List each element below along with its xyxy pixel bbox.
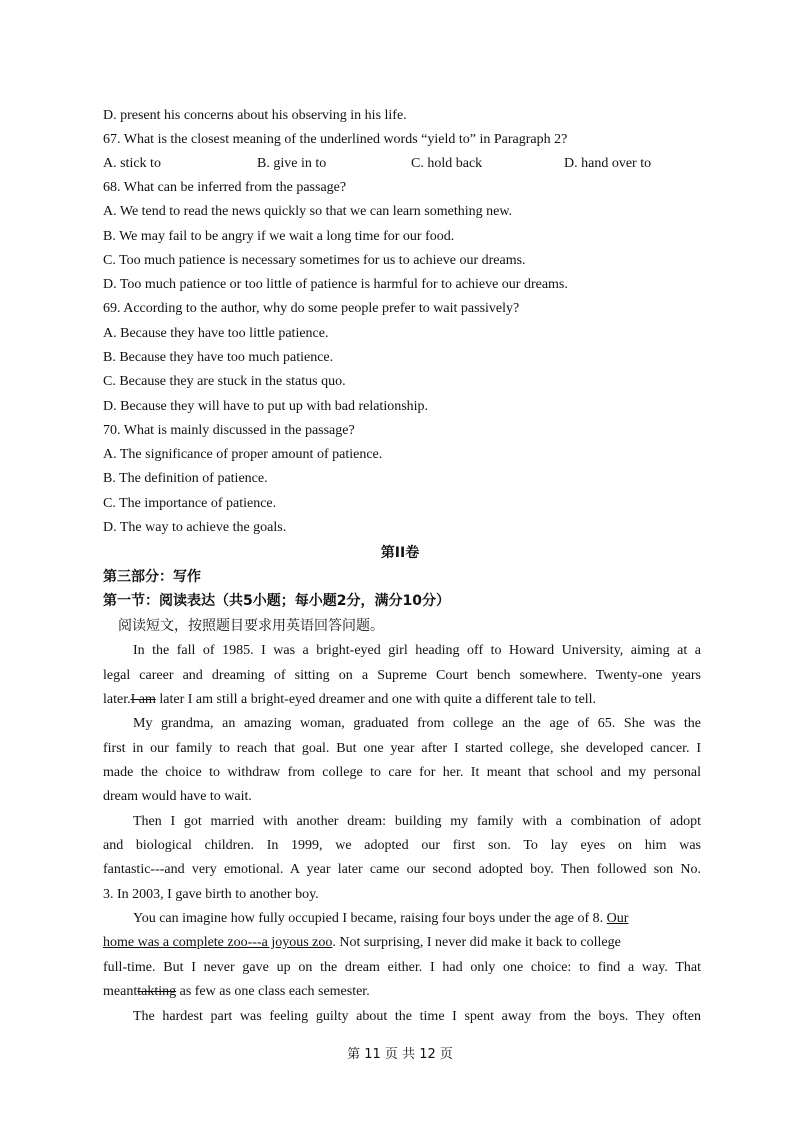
p1-later: later. bbox=[103, 692, 131, 707]
q70-option-a: A. The significance of proper amount of patience. bbox=[103, 447, 383, 462]
passage-p2-line2: first in our family to reach that goal. But one year after I started college, she developed cancer. I bbox=[103, 741, 701, 756]
passage-p1-line2: legal career and dreaming of sitting on a Supreme Court bench somewhere. Twenty-one years bbox=[103, 668, 701, 683]
passage-p5-line1: The hardest part was feeling guilty about the time I spent away from the boys. They often bbox=[133, 1009, 701, 1024]
q69-option-b: B. Because they have too much patience. bbox=[103, 350, 334, 365]
p4-underlined-zoo: home was a complete zoo---a joyous zoo bbox=[103, 935, 333, 950]
passage-p1-line3 bbox=[103, 691, 703, 709]
q68-option-c: C. Too much patience is necessary sometimes for us to achieve our dreams. bbox=[103, 253, 526, 268]
q67-option-d: D. hand over to bbox=[564, 156, 652, 171]
p4-line4-text: as few as one class each semester. bbox=[176, 984, 370, 999]
q67-question: 67. What is the closest meaning of the underlined words “yield to” in Paragraph 2? bbox=[103, 132, 568, 147]
q69-option-c: C. Because they are stuck in the status quo. bbox=[103, 374, 346, 389]
p4-meant: meant bbox=[103, 984, 138, 999]
passage-p1-line1: In the fall of 1985. I was a bright-eyed girl heading off to Howard University, aiming at a bbox=[133, 643, 701, 658]
p4-line1-text: You can imagine how fully occupied I became, raising four boys under the age of 8. bbox=[133, 911, 607, 926]
passage-p3-line4: 3. In 2003, I gave birth to another boy. bbox=[103, 887, 319, 902]
part-title: 第三部分：写作 bbox=[103, 569, 201, 585]
passage-p2-line1: My grandma, an amazing woman, graduated from college an the age of 65. She was the bbox=[133, 716, 701, 731]
q68-option-d: D. Too much patience or too little of patience is harmful for to achieve our dreams. bbox=[103, 277, 568, 292]
passage-p4-line2 bbox=[103, 934, 703, 952]
p4-struck-text: takting bbox=[137, 984, 177, 999]
p4-line2-text: . Not surprising, I never did make it back to college bbox=[332, 935, 621, 950]
passage-p4-line3: full-time. But I never gave up on the dream either. I had only one choice: to find a way. That bbox=[103, 960, 701, 975]
q67-option-a: A. stick to bbox=[103, 156, 161, 171]
q68-option-a: A. We tend to read the news quickly so that we can learn something new. bbox=[103, 204, 513, 219]
p1-remainder: later I am still a bright-eyed dreamer and one with quite a different tale to tell. bbox=[155, 692, 597, 707]
q69-option-d: D. Because they will have to put up with bad relationship. bbox=[103, 399, 429, 414]
q70-option-d: D. The way to achieve the goals. bbox=[103, 520, 287, 535]
p1-struck-text: I am bbox=[130, 692, 156, 707]
q66-option-d: D. present his concerns about his observing in his life. bbox=[103, 108, 407, 123]
p4-underlined-our: Our bbox=[606, 911, 629, 926]
q70-option-c: C. The importance of patience. bbox=[103, 496, 277, 511]
q67-option-b: B. give in to bbox=[257, 156, 327, 171]
passage-p3-line3: fantastic---and very emotional. A year later came our second adopted boy. Then followed son No. bbox=[103, 862, 701, 877]
q68-option-b: B. We may fail to be angry if we wait a long time for our food. bbox=[103, 229, 455, 244]
q68-question: 68. What can be inferred from the passage? bbox=[103, 180, 347, 195]
page-footer: 第 11 页 共 12 页 bbox=[347, 1047, 453, 1062]
subsection-title: 第一节：阅读表达（共5小题；每小题2分，满分10分） bbox=[103, 593, 450, 609]
volume-title: 第II卷 bbox=[380, 545, 420, 561]
passage-p2-line4: dream would have to wait. bbox=[103, 789, 252, 804]
q70-question: 70. What is mainly discussed in the passage? bbox=[103, 423, 355, 438]
passage-p3-line1: Then I got married with another dream: building my family with a combination of adopt bbox=[133, 814, 701, 829]
passage-p4-line4 bbox=[103, 983, 703, 1001]
instruction: 阅读短文，按照题目要求用英语回答问题。 bbox=[118, 618, 384, 634]
q70-option-b: B. The definition of patience. bbox=[103, 471, 268, 486]
q69-question: 69. According to the author, why do some people prefer to wait passively? bbox=[103, 301, 520, 316]
q69-option-a: A. Because they have too little patience. bbox=[103, 326, 329, 341]
passage-p2-line3: made the choice to withdraw from college to care for her. It meant that school and my personal bbox=[103, 765, 701, 780]
passage-p4-line1 bbox=[133, 910, 701, 928]
passage-p3-line2: and biological children. In 1999, we adopted our first son. To lay eyes on him was bbox=[103, 838, 701, 853]
q67-option-c: C. hold back bbox=[411, 156, 483, 171]
